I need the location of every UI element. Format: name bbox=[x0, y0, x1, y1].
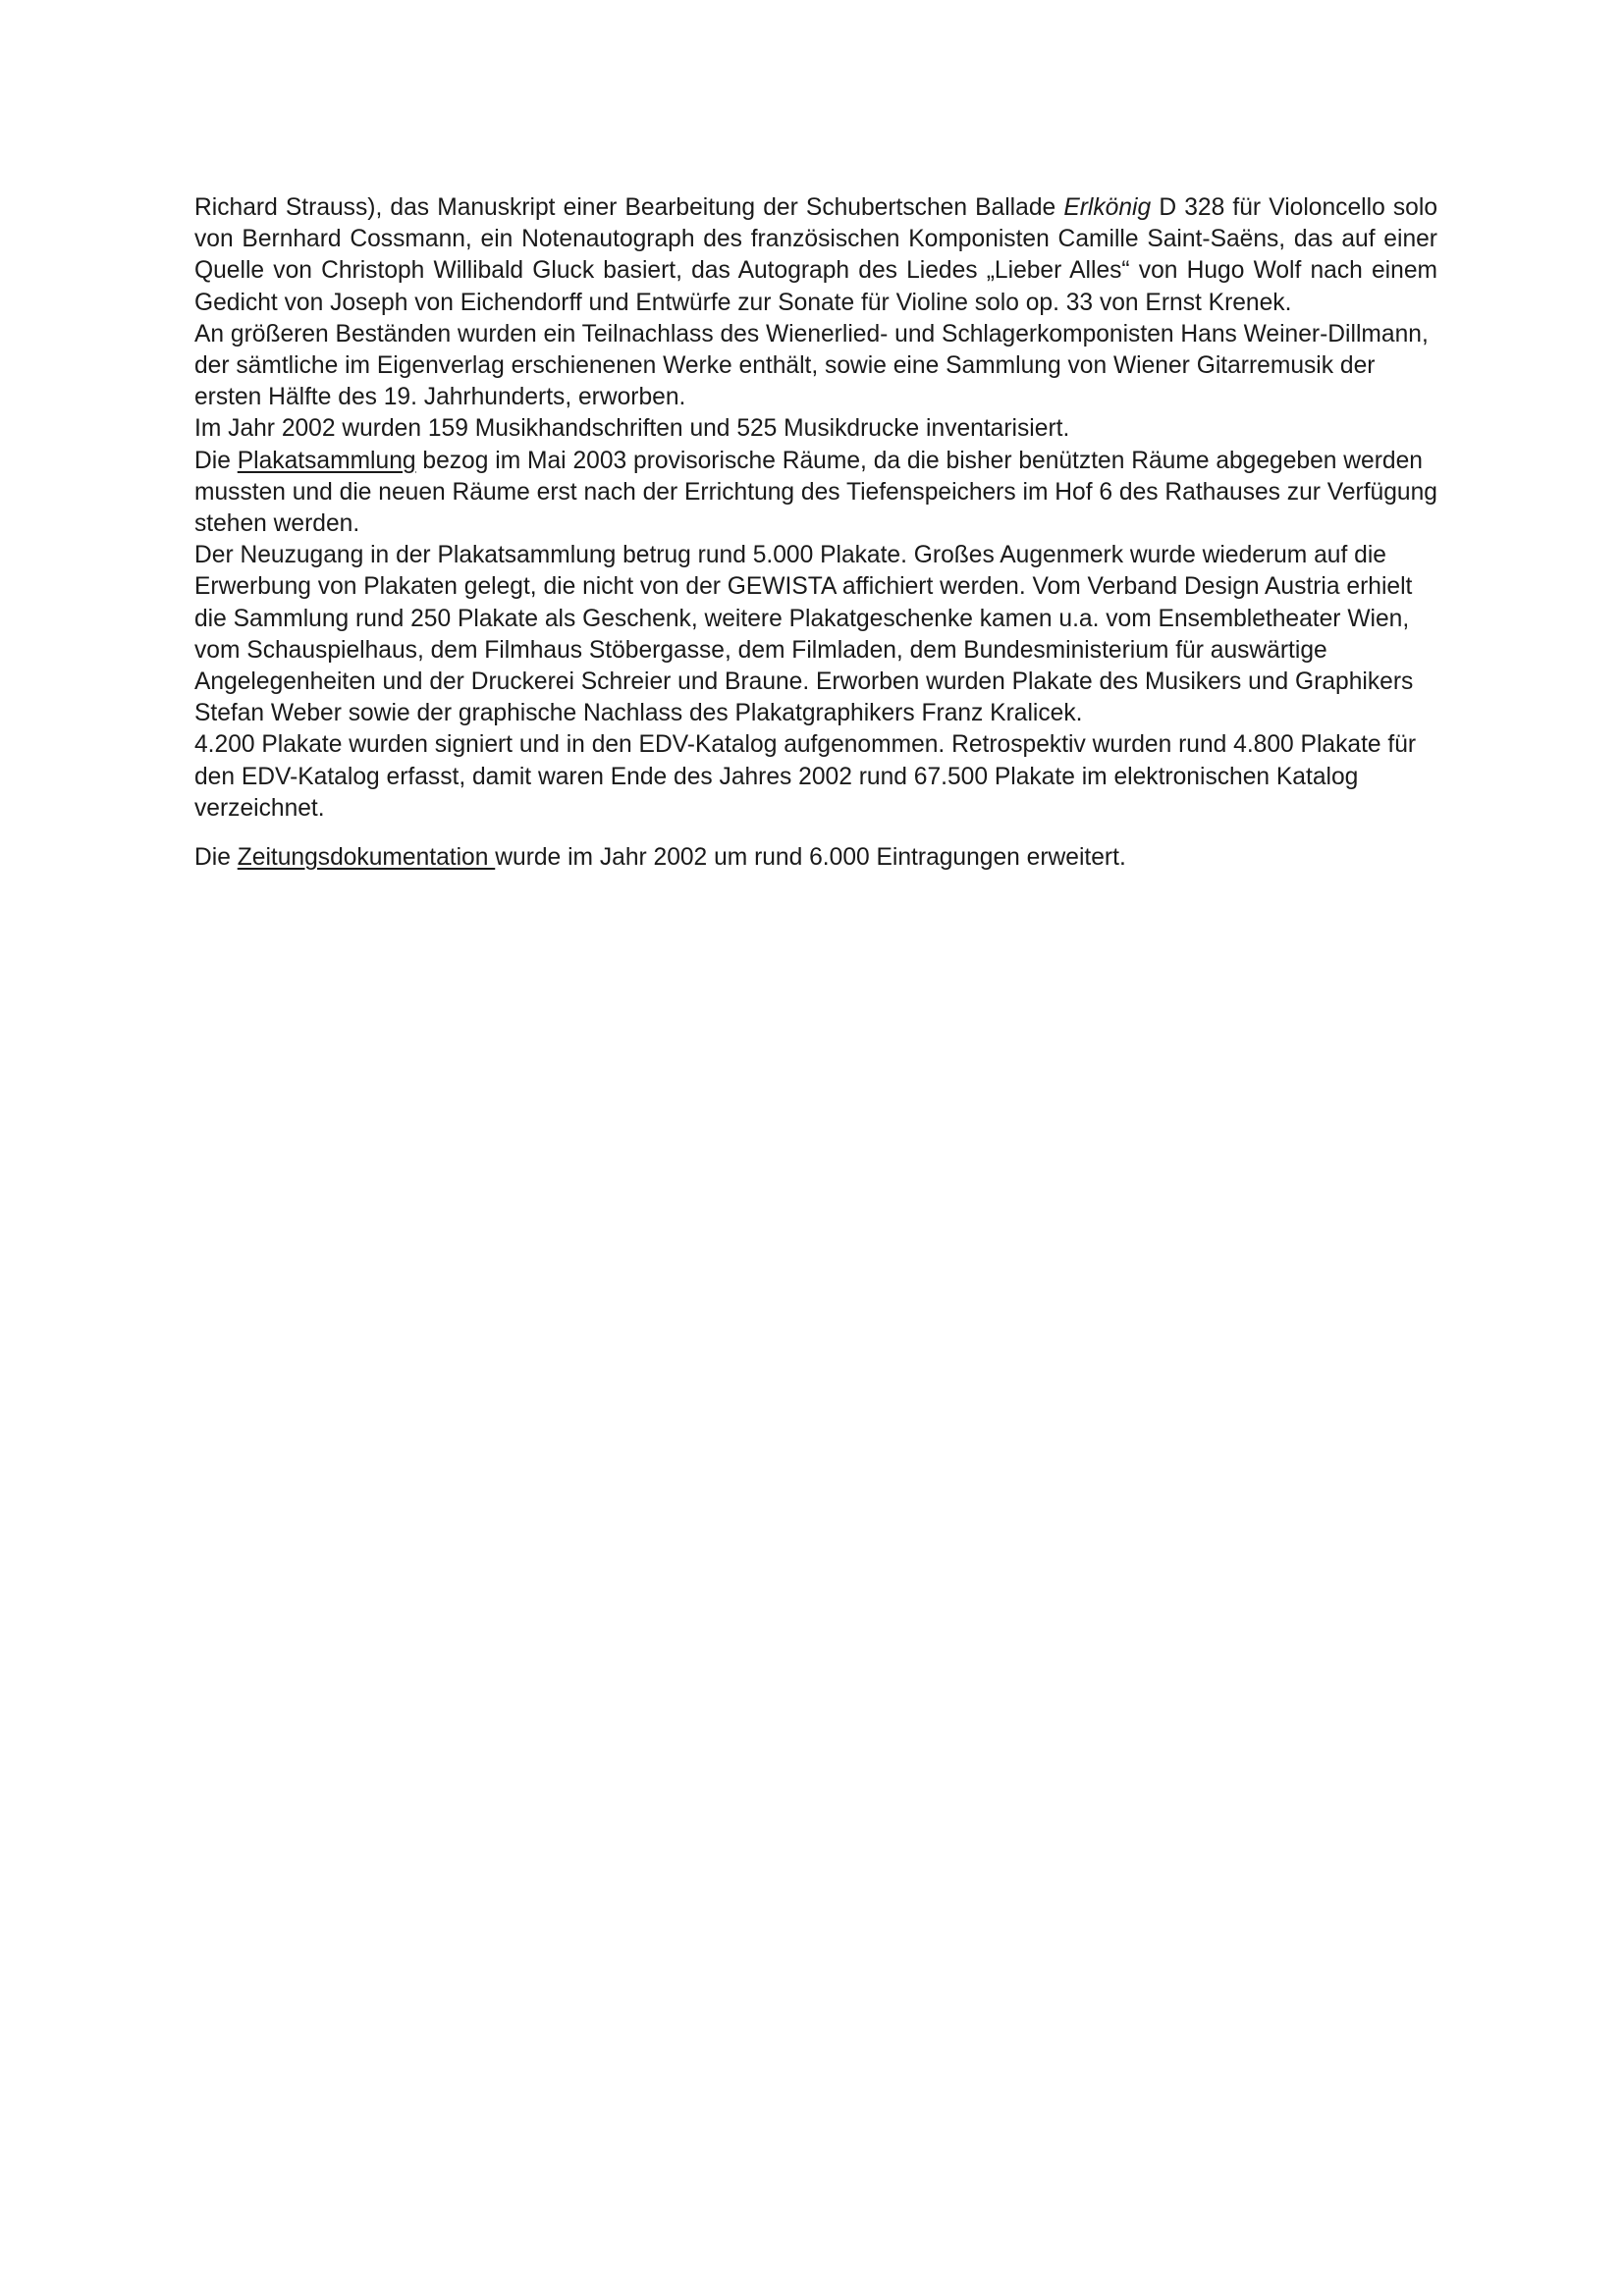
paragraph-poster-rooms bbox=[194, 446, 1437, 541]
paragraph-manuscripts-text-2: D 328 für Violoncello solo von Bernhard Cossmann, ein Notenautograph des französischen Komponisten Camille Saint-Saëns, das auf einer Quelle von Christoph Willibald Gluck basiert, das Autograph des Liedes „Lieber Alles“ von Hugo Wolf nach einem Gedicht von Joseph von Eichendorff und Entwürfe zur Sonate für Violine solo op. 33 von Ernst Krenek. bbox=[194, 194, 1438, 316]
paragraph-poster-catalog: 4.200 Plakate wurden signiert und in den EDV-Katalog aufgenommen. Retrospektiv wurden rund 4.800 Plakate für den EDV-Katalog erfasst, damit waren Ende des Jahres 2002 rund 67.500 Plakate im elektronischen Katalog verzeichnet. bbox=[194, 731, 1417, 822]
plakatsammlung-heading: Plakatsammlung bbox=[237, 447, 416, 474]
zeitungsdokumentation-heading: Zeitungsdokumentation bbox=[237, 844, 496, 872]
paragraph-manuscripts bbox=[194, 192, 1437, 319]
document-body bbox=[194, 192, 1437, 874]
paragraph-poster-rooms-prefix: Die bbox=[194, 447, 238, 474]
paragraph-poster-rooms-text: bezog im Mai 2003 provisorische Räume, da die bisher benützten Räume abgegeben werden mussten und die neuen Räume erst nach der Errichtung des Tiefenspeichers im Hof 6 des Rathauses zur Verfügung stehen werden. bbox=[194, 447, 1437, 538]
paragraph-collections: An größeren Beständen wurden ein Teilnachlass des Wienerlied- und Schlagerkomponisten Hans Weiner-Dillmann, der sämtliche im Eigenverlag erschienenen Werke enthält, sowie eine Sammlung von Wiener Gitarremusik der ersten Hälfte des 19. Jahrhunderts, erworben. bbox=[194, 320, 1429, 411]
paragraph-inventory: Im Jahr 2002 wurden 159 Musikhandschriften und 525 Musikdrucke inventarisiert. bbox=[194, 415, 1070, 443]
erlkoenig-title: Erlkönig bbox=[1063, 194, 1152, 221]
paragraph-newspaper-prefix: Die bbox=[194, 844, 238, 872]
paragraph-poster-acquisitions: Der Neuzugang in der Plakatsammlung betrug rund 5.000 Plakate. Großes Augenmerk wurde wiederum auf die Erwerbung von Plakaten gelegt, die nicht von der GEWISTA affichiert werden. Vom Verband Design Austria erhielt die Sammlung rund 250 Plakate als Geschenk, weitere Plakatgeschenke kamen u.a. vom Ensembletheater Wien, vom Schauspielhaus, dem Filmhaus Stöbergasse, dem Filmladen, dem Bundesministerium für auswärtige Angelegenheiten und der Druckerei Schreier und Braune. Erworben wurden Plakate des Musikers und Graphikers Stefan Weber sowie der graphische Nachlass des Plakatgraphikers Franz Kralicek. bbox=[194, 542, 1414, 727]
paragraph-newspaper-text: wurde im Jahr 2002 um rund 6.000 Eintragungen erweitert. bbox=[495, 844, 1126, 872]
paragraph-newspaper-documentation bbox=[194, 842, 1437, 874]
paragraph-manuscripts-text-1: Richard Strauss), das Manuskript einer Bearbeitung der Schubertschen Ballade bbox=[194, 194, 1064, 221]
